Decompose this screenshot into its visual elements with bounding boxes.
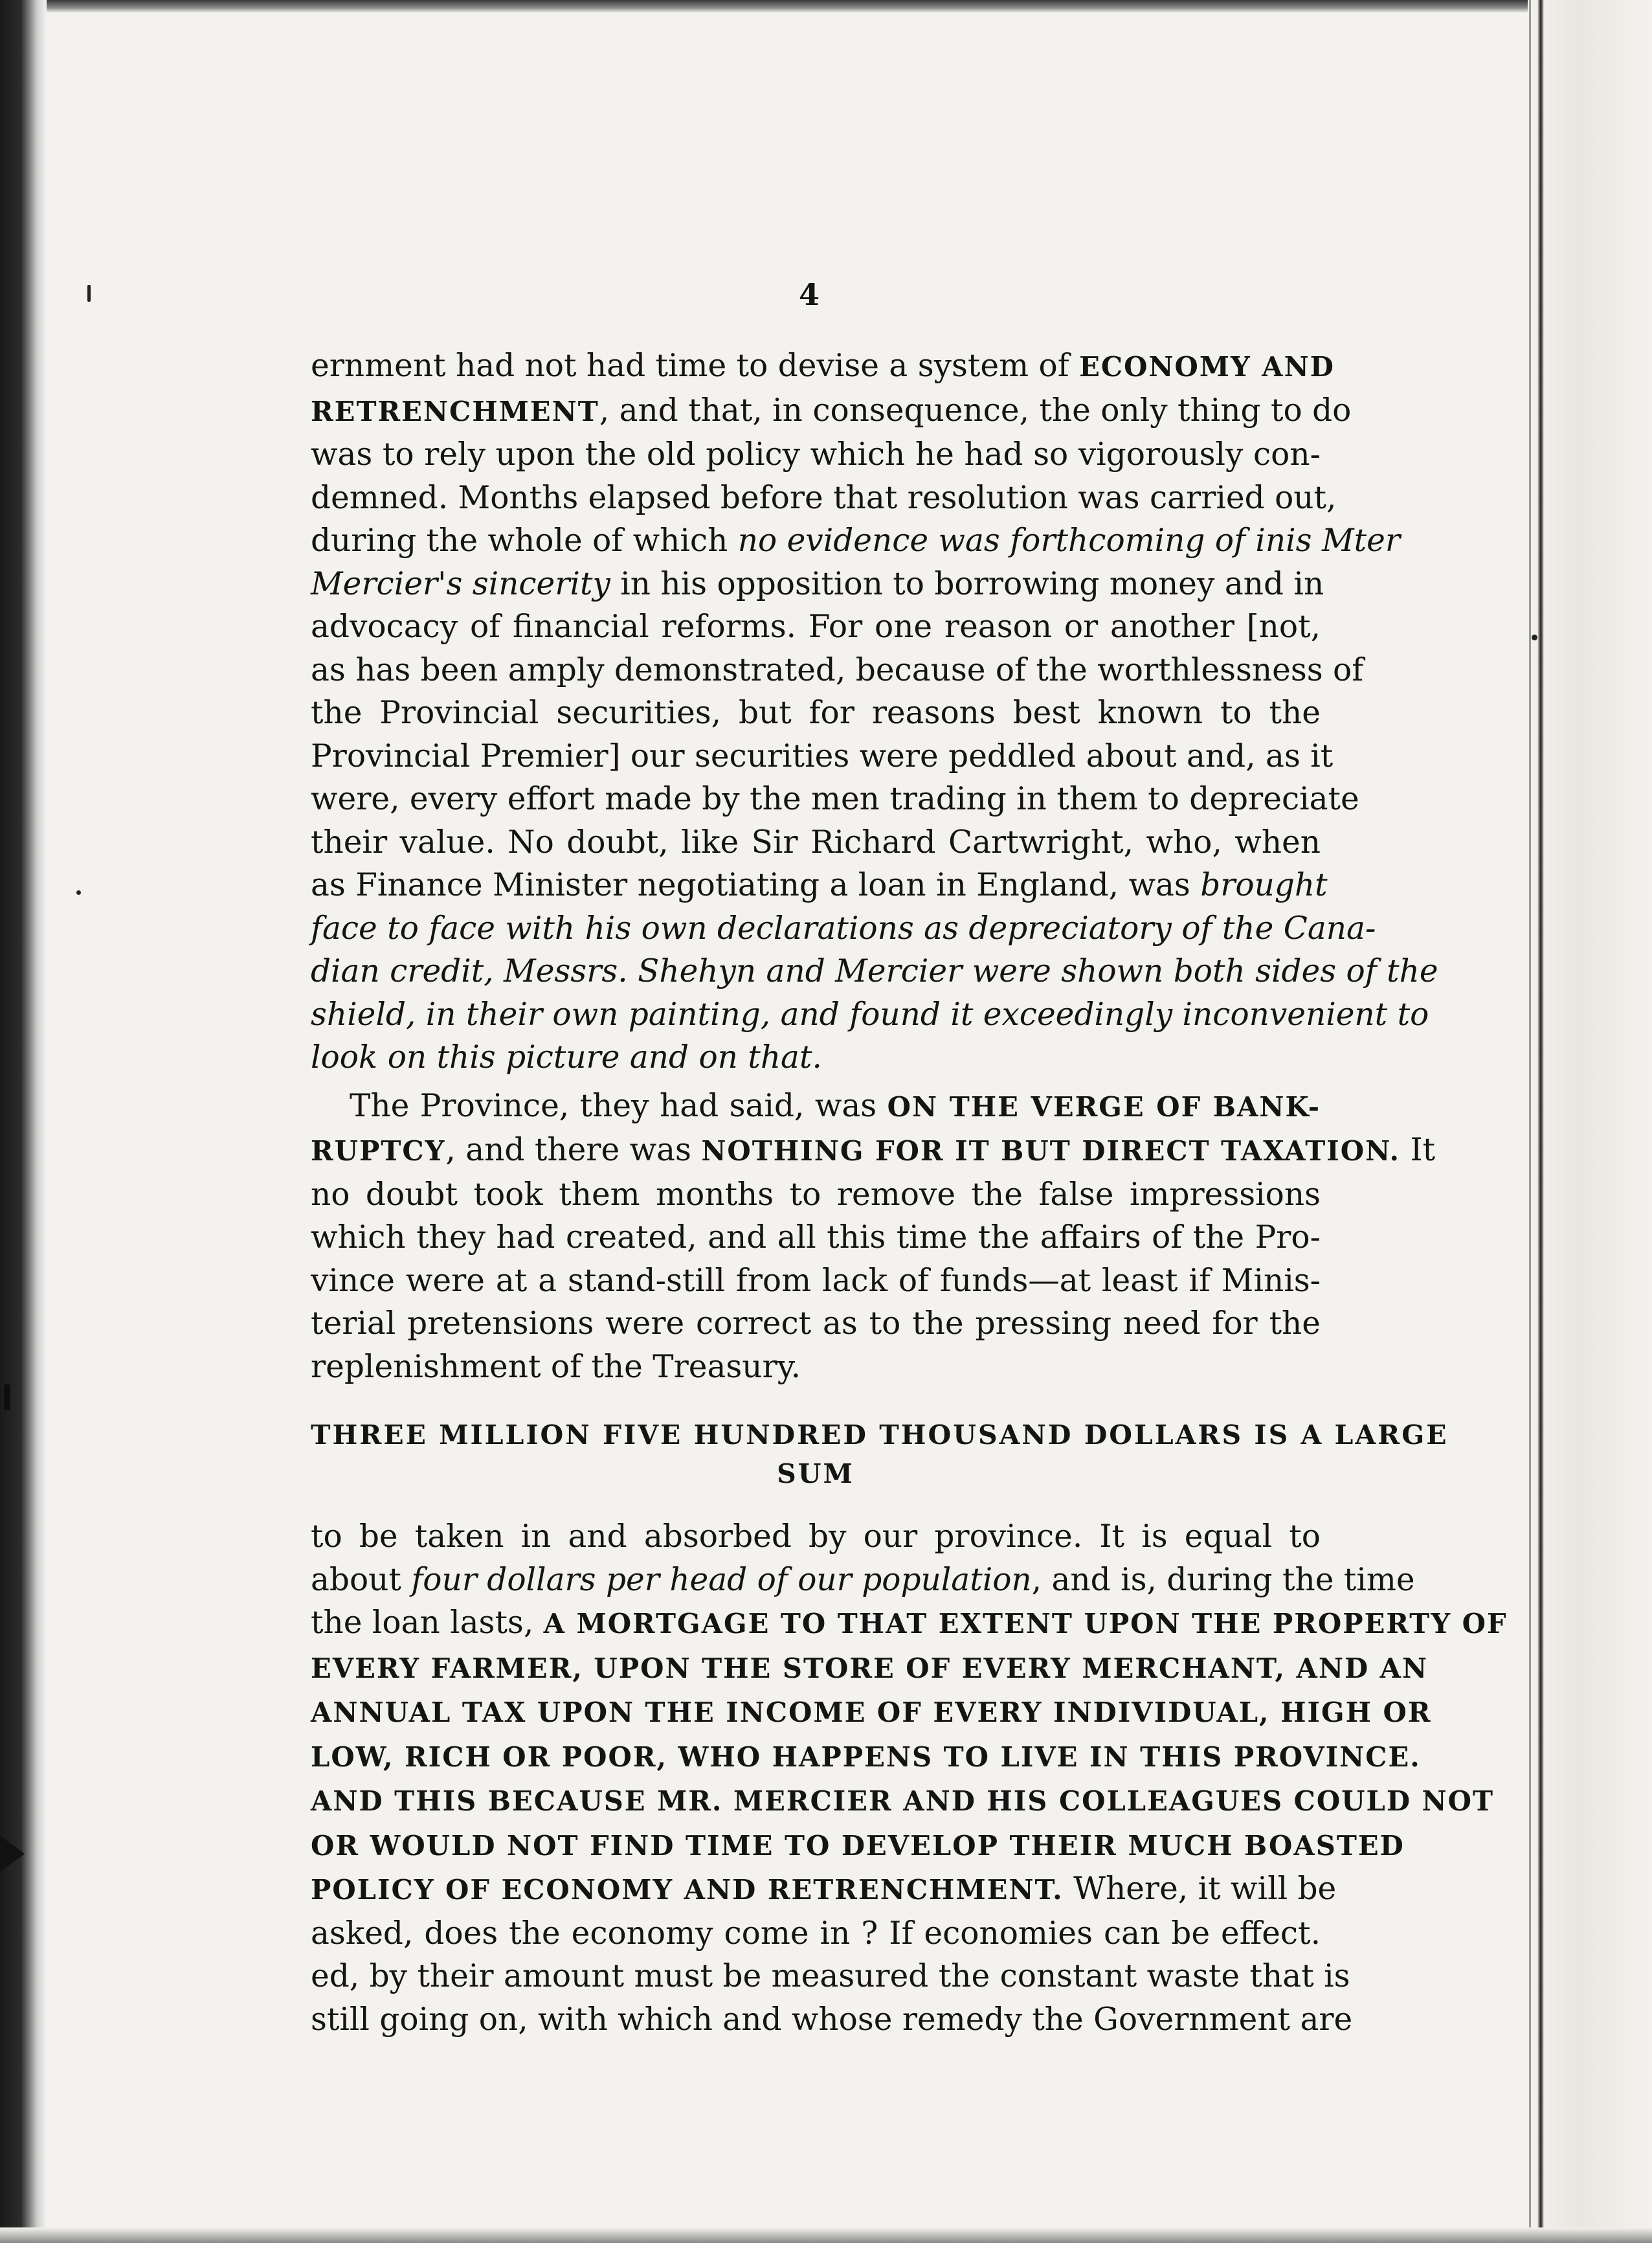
italic-text: look on this picture and on that. (311, 1039, 822, 1076)
small-caps-text: EVERY FARMER, UPON THE STORE OF EVERY MERCHANT, AND AN (311, 1652, 1429, 1684)
text-run: , and there was (445, 1132, 702, 1168)
text-line (311, 1912, 1321, 1956)
text-run: terial pretensions were correct as to the pressing need for the (311, 1305, 1321, 1342)
paragraph-1 (311, 344, 1438, 1079)
small-caps-text: ANNUAL TAX UPON THE INCOME OF EVERY INDIVIDUAL, HIGH OR (311, 1696, 1432, 1728)
text-run: , and is, during the time (1031, 1561, 1415, 1598)
section-heading-continued: SUM (777, 1458, 854, 1489)
text-line (311, 1823, 1405, 1868)
text-run: The Province, they had said, was (350, 1087, 887, 1124)
text-line (311, 1690, 1432, 1735)
small-caps-text: LOW, RICH OR POOR, WHO HAPPENS TO LIVE IN THIS PROVINCE. (311, 1741, 1421, 1773)
text-line (311, 649, 1364, 692)
text-run: , and that, in consequence, the only thing to do (599, 392, 1352, 429)
text-line (311, 993, 1429, 1037)
page-number: 4 (798, 277, 820, 312)
text-line (311, 1867, 1337, 1912)
text-run: in his opposition to borrowing money and in (610, 565, 1324, 602)
text-line (311, 433, 1321, 477)
page-fold-line (1537, 0, 1544, 2243)
text-line (311, 1129, 1436, 1173)
scan-border-left (0, 0, 47, 2243)
text-line (311, 950, 1438, 993)
text-line (311, 1559, 1415, 1602)
text-run: asked, does the economy come in ? If economies can be effect. (311, 1915, 1321, 1952)
text-line (311, 907, 1376, 951)
italic-text: shield, in their own painting, and found it exceedingly inconvenient to (311, 996, 1429, 1033)
text-run: as Finance Minister negotiating a loan in England, was (311, 867, 1201, 903)
text-run: their value. No doubt, like Sir Richard Cartwright, who, when (311, 824, 1321, 861)
text-line (311, 1515, 1321, 1559)
text-line (311, 692, 1321, 735)
text-run: ernment had not had time to devise a system of (311, 348, 1080, 384)
text-line (311, 1998, 1353, 2042)
italic-text: no evidence was forthcoming of inis Mter (737, 523, 1401, 559)
text-line (311, 1955, 1350, 1998)
scan-speck (1532, 635, 1537, 640)
text-line (311, 344, 1335, 389)
text-line (311, 1173, 1321, 1217)
scan-border-bottom (0, 2227, 1652, 2243)
italic-text: Mercier's sincerity (311, 565, 610, 602)
text-line (311, 821, 1321, 864)
text-run: was to rely upon the old policy which he had so vigorously con- (311, 436, 1321, 473)
small-caps-text: RETRENCHMENT (311, 395, 599, 427)
scan-border-top (0, 0, 1652, 13)
text-run: as has been amply demonstrated, because of the worthlessness of (311, 651, 1364, 688)
text-line (311, 1302, 1321, 1346)
scan-arrow-mark (0, 1836, 25, 1872)
text-line (311, 1346, 1321, 1389)
paragraph-3 (311, 1515, 1508, 2041)
text-run: advocacy of financial reforms. For one reason or another [not, (311, 609, 1321, 645)
paragraph-2 (311, 1085, 1436, 1389)
text-run: It (1400, 1132, 1436, 1168)
text-line (311, 1036, 1321, 1079)
text-line (311, 519, 1401, 563)
text-line (311, 1085, 1321, 1129)
small-caps-text: ON THE VERGE OF BANK- (887, 1090, 1321, 1123)
text-line (311, 1735, 1421, 1779)
page-edge-line (1529, 0, 1531, 2243)
text-line (311, 864, 1328, 907)
text-line (311, 1259, 1321, 1303)
text-run: about (311, 1561, 412, 1598)
text-run: no doubt took them months to remove the false impressions (311, 1176, 1321, 1213)
section-heading: THREE MILLION FIVE HUNDRED THOUSAND DOLLARS IS A LARGE (311, 1419, 1449, 1450)
text-line (311, 1646, 1429, 1691)
text-run: were, every effort made by the men trading in them to depreciate (311, 781, 1359, 817)
text-run: vince were at a stand-still from lack of funds—at least if Minis- (311, 1262, 1321, 1299)
small-caps-text: POLICY OF ECONOMY AND RETRENCHMENT. (311, 1874, 1064, 1906)
text-run: the loan lasts, (311, 1605, 544, 1641)
text-line (311, 735, 1334, 778)
scan-mark (4, 1384, 10, 1410)
text-run: replenishment of the Treasury. (311, 1348, 801, 1385)
text-line (311, 389, 1352, 434)
italic-text: four dollars per head of our population (411, 1561, 1032, 1598)
text-line (311, 563, 1324, 606)
text-run: during the whole of which (311, 523, 738, 559)
italic-text: face to face with his own declarations as depreciatory of the Cana- (311, 910, 1376, 947)
text-line (311, 605, 1321, 649)
page-fold-shadow (1528, 0, 1652, 2243)
text-line (311, 1779, 1495, 1823)
text-line (311, 1216, 1321, 1259)
small-caps-text: AND THIS BECAUSE MR. MERCIER AND HIS COLLEAGUES COULD NOT (311, 1785, 1495, 1817)
small-caps-text: A MORTGAGE TO THAT EXTENT UPON THE PROPERTY OF (543, 1608, 1508, 1640)
text-run: ed, by their amount must be measured the constant waste that is (311, 1958, 1350, 1994)
text-line (311, 1601, 1508, 1646)
text-run: Provincial Premier] our securities were peddled about and, as it (311, 738, 1334, 774)
small-caps-text: RUPTCY (311, 1135, 446, 1167)
italic-text: dian credit, Messrs. Shehyn and Mercier were shown both sides of the (311, 953, 1438, 989)
small-caps-text: ECONOMY AND (1079, 351, 1335, 383)
document-body (311, 344, 1508, 2041)
text-run: the Provincial securities, but for reasons best known to the (311, 695, 1321, 731)
text-line (311, 477, 1337, 520)
text-run: which they had created, and all this time the affairs of the Pro- (311, 1219, 1321, 1256)
text-run: Where, it will be (1063, 1871, 1337, 1907)
italic-text: brought (1200, 867, 1328, 903)
text-run: demned. Months elapsed before that resolution was carried out, (311, 479, 1337, 516)
text-line (311, 778, 1359, 821)
text-run: to be taken in and absorbed by our province. It is equal to (311, 1518, 1321, 1555)
small-caps-text: NOTHING FOR IT BUT DIRECT TAXATION. (701, 1135, 1401, 1167)
small-caps-text: OR WOULD NOT FIND TIME TO DEVELOP THEIR MUCH BOASTED (311, 1829, 1405, 1862)
scan-speck (76, 890, 81, 895)
text-run: still going on, with which and whose remedy the Government are (311, 2001, 1353, 2038)
